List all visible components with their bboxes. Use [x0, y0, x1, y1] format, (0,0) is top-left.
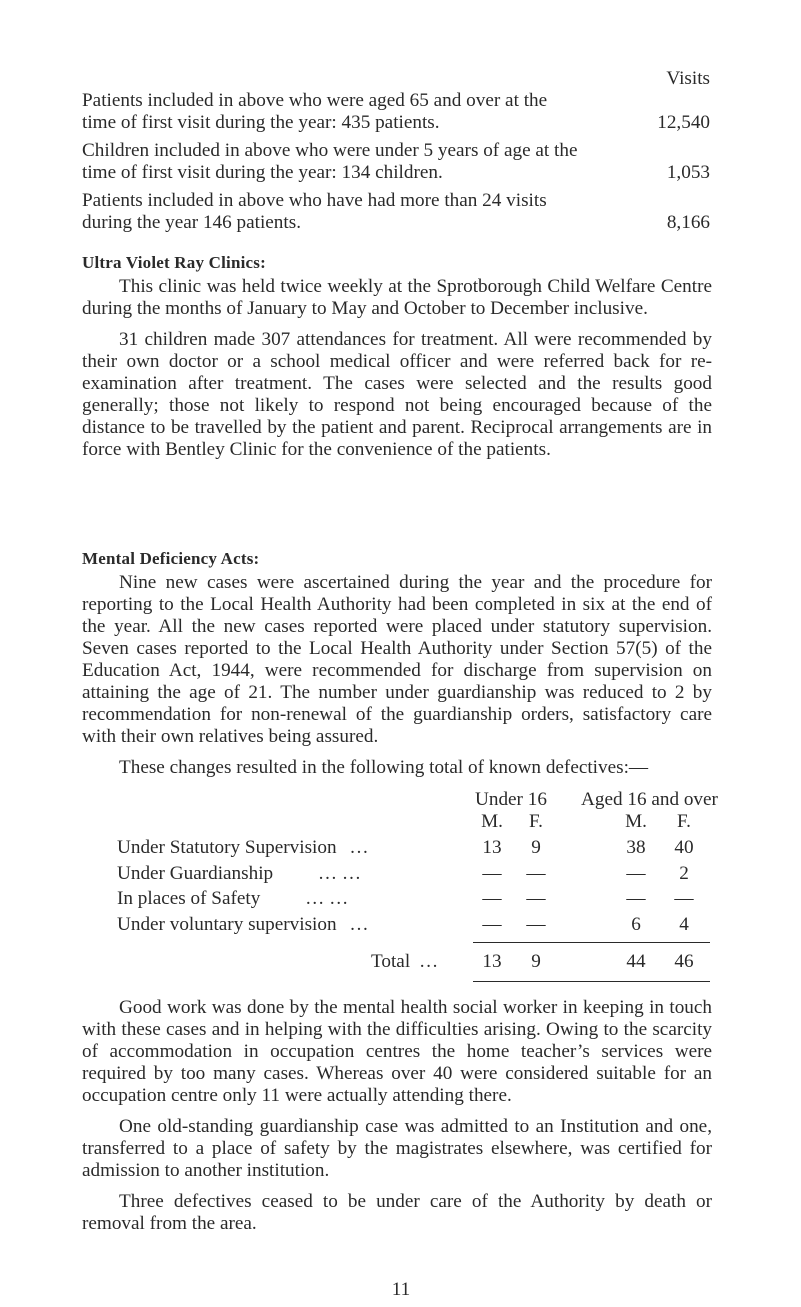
- paragraph: 31 children made 307 attendances for treatment. All were recommended by their own doctor or a school medical officer and were referred back for re-examination after treatment. The cases were selected and the results good generally; those not likely to respond not being encouraged because of the distance to be travelled by the patient and parent. Reciprocal arrangements are in force with Bentley Clinic for the convenience of the patients.: [82, 329, 712, 460]
- table-cell: —: [526, 914, 546, 935]
- page-number: 11: [391, 1279, 411, 1300]
- table-cell: 13: [482, 951, 502, 972]
- paragraph: This clinic was held twice weekly at the Sprotborough Child Welfare Centre during the months of January to May and October to December inclusive.: [82, 276, 712, 319]
- table-cell: —: [674, 888, 694, 909]
- visits-row: [82, 190, 710, 234]
- table-cell: 4: [679, 914, 689, 935]
- row-label: Under Statutory Supervision …: [117, 837, 369, 858]
- column-header-m: M.: [481, 811, 503, 832]
- table-cell: 9: [531, 837, 541, 858]
- total-rule-top: [473, 942, 710, 943]
- table-cell: —: [526, 888, 546, 909]
- row-label: Under voluntary supervision …: [117, 914, 369, 935]
- table-cell: —: [482, 888, 502, 909]
- row-label: Under Guardianship … …: [117, 863, 362, 884]
- table-cell: —: [482, 914, 502, 935]
- column-header-m: M.: [625, 811, 647, 832]
- visits-row-value: 12,540: [657, 112, 710, 133]
- table-cell: 13: [482, 837, 502, 858]
- visits-row: [82, 90, 710, 134]
- table-cell: —: [626, 888, 646, 909]
- table-cell: 6: [631, 914, 641, 935]
- total-label: Total …: [371, 951, 439, 972]
- uv-clinic-text: [82, 276, 712, 461]
- total-rule-bottom: [473, 981, 710, 982]
- visits-row-line2: during the year 146 patients.: [82, 212, 301, 233]
- column-header-f: F.: [677, 811, 691, 832]
- paragraph: Nine new cases were ascertained during the year and the procedure for reporting to the Local Health Authority had been completed in six at the end of the year. All the new cases reported were placed under statutory supervision. Seven cases reported to the Local Health Authority under Section 57(5) of the Education Act, 1944, were recommended for discharge from supervision on attaining the age of 21. The number under guardianship was reduced to 2 by recommendation for non-renewal of the guardianship orders, satisfactory care with their own relatives being assured.: [82, 572, 712, 747]
- table-cell: —: [626, 863, 646, 884]
- visits-row-value: 8,166: [666, 212, 710, 233]
- row-label: In places of Safety … …: [117, 888, 349, 909]
- visits-row-line1: Children included in above who were under 5 years of age at the: [82, 140, 578, 161]
- paragraph: Three defectives ceased to be under care of the Authority by death or removal from the area.: [82, 1191, 712, 1234]
- visits-row-line1: Patients included in above who were aged 65 and over at the: [82, 90, 548, 111]
- section-heading-uv-clinics: Ultra Violet Ray Clinics:: [82, 253, 266, 272]
- section-heading-mental-deficiency: Mental Deficiency Acts:: [82, 549, 260, 568]
- table-cell: 38: [626, 837, 646, 858]
- table-cell: 9: [531, 951, 541, 972]
- table-cell: —: [482, 863, 502, 884]
- column-header-f: F.: [529, 811, 543, 832]
- closing-text: [82, 997, 712, 1235]
- paragraph: One old-standing guardianship case was admitted to an Institution and one, transferred to a place of safety by the magistrates elsewhere, was certified for admission to another institution.: [82, 1116, 712, 1181]
- column-group-under-16: Under 16: [475, 789, 547, 810]
- paragraph: These changes resulted in the following total of known defectives:—: [119, 757, 649, 778]
- table-cell: 46: [674, 951, 694, 972]
- visits-row-value: 1,053: [666, 162, 710, 183]
- mental-deficiency-text: [82, 572, 712, 779]
- table-cell: 2: [679, 863, 689, 884]
- table-cell: 40: [674, 837, 694, 858]
- visits-column-header: Visits: [666, 68, 710, 89]
- column-group-aged-16-and-over: Aged 16 and over: [581, 789, 718, 810]
- paragraph: Good work was done by the mental health social worker in keeping in touch with these cases and in helping with the difficulties arising. Owing to the scarcity of accommodation in occupation centres the home teacher’s services were required by too many cases. Whereas over 40 were considered suitable for an occupation centre only 11 were actually attending there.: [82, 997, 712, 1106]
- visits-row-line1: Patients included in above who have had more than 24 visits: [82, 190, 547, 211]
- visits-row-line2: time of first visit during the year: 435 patients.: [82, 112, 440, 133]
- table-cell: 44: [626, 951, 646, 972]
- table-cell: —: [526, 863, 546, 884]
- visits-row-line2: time of first visit during the year: 134 children.: [82, 162, 443, 183]
- visits-row: [82, 140, 710, 184]
